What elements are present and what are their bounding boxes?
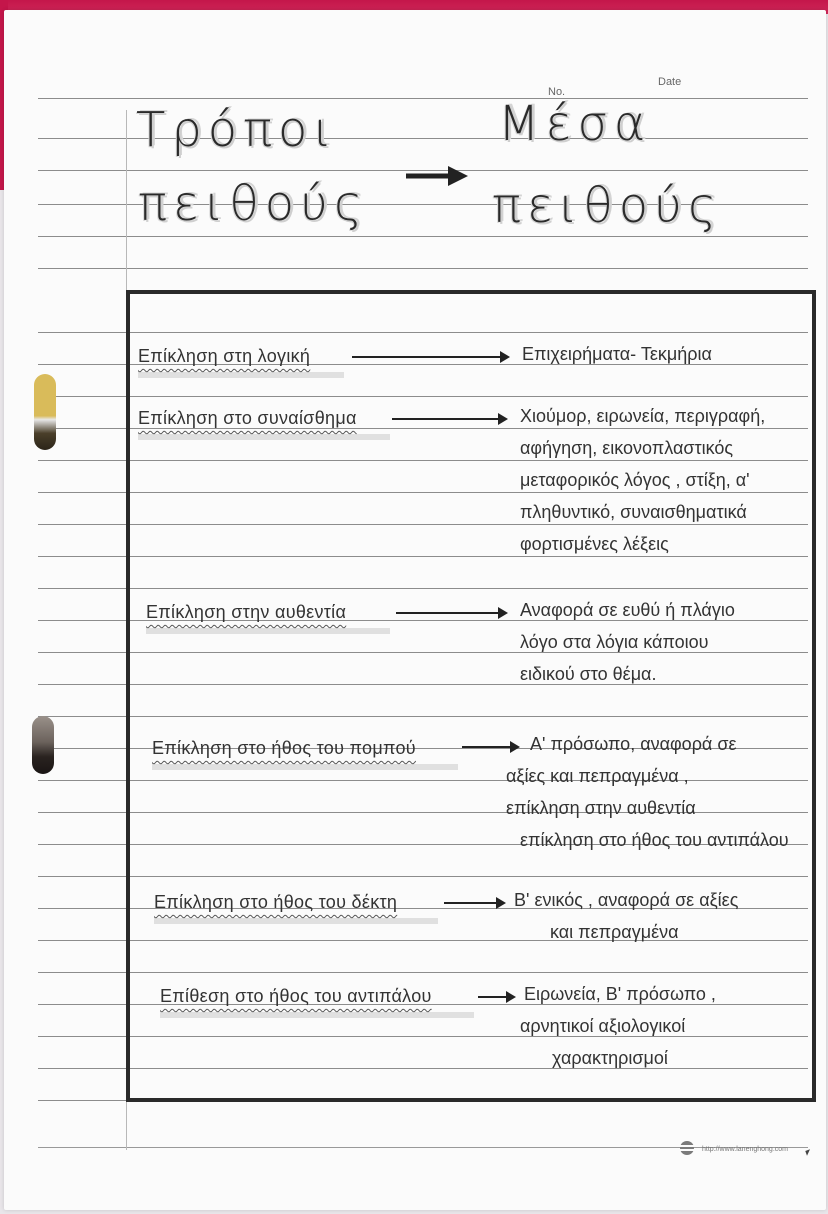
entry-means-line: φορτισμένες λέξεις [520, 534, 669, 554]
title-left-line1: Τρόποι [136, 102, 339, 158]
globe-icon [680, 1141, 694, 1155]
binder-ring-hole [34, 374, 56, 450]
entry-term: Επίκληση στο συναίσθημα [138, 408, 357, 428]
entry-means-line: επίκληση στο ήθος του αντιπάλου [520, 830, 789, 850]
entry-means-line: Β' ενικός , αναφορά σε αξίες [514, 890, 739, 910]
title-right-line1: Μέσα [498, 96, 652, 152]
entry-term: Επίκληση στο ήθος του δέκτη [154, 892, 398, 912]
entry-means-line: μεταφορικός λόγος , στίξη, α' [520, 470, 750, 490]
highlight [138, 434, 390, 440]
entry-means-line: λόγο στα λόγια κάποιου [520, 632, 709, 652]
entry-term: Επίκληση στην αυθεντία [146, 602, 347, 622]
entry-means-line: Αναφορά σε ευθύ ή πλάγιο [520, 600, 735, 620]
ruled-line [38, 98, 808, 99]
entry-means-line: Επιχειρήματα- Τεκμήρια [522, 344, 712, 364]
connector-arrow-icon [478, 996, 512, 998]
title-right-line2: πειθούς [492, 178, 723, 234]
number-label: No. [548, 86, 566, 98]
footer-url: http://www.lanenghong.com [702, 1146, 788, 1153]
highlight [138, 372, 344, 378]
entry-means-line: και πεπραγμένα [550, 922, 679, 942]
entry-means-line: αρνητικοί αξιολογικοί [520, 1016, 686, 1036]
connector-arrow-icon [462, 746, 516, 748]
ruled-line [38, 268, 808, 269]
date-label: Date [658, 76, 682, 88]
entry-term: Επίθεση στο ήθος του αντιπάλου [160, 986, 432, 1006]
connector-arrow-icon [392, 418, 504, 420]
entry-means-line: αξίες και πεπραγμένα , [506, 766, 689, 786]
entry-means-line: αφήγηση, εικονοπλαστικός [520, 438, 734, 458]
entry-means-line: Α' πρόσωπο, αναφορά σε [530, 734, 737, 754]
binder-ring-hole [32, 716, 54, 774]
right-arrow-icon [404, 166, 468, 186]
entry-term: Επίκληση στη λογική [138, 346, 311, 366]
entry-means-line: ειδικού στο θέμα. [520, 664, 657, 684]
connector-arrow-icon [444, 902, 502, 904]
entry-term: Επίκληση στο ήθος του πομπού [152, 738, 416, 758]
highlight [160, 1012, 474, 1018]
highlight [146, 628, 390, 634]
highlight [152, 764, 458, 770]
entry-means-line: χαρακτηρισμοί [552, 1048, 668, 1068]
title-left-line2: πειθούς [138, 176, 369, 232]
entry-means-line: επίκληση στην αυθεντία [506, 798, 696, 818]
highlight [154, 918, 438, 924]
connector-arrow-icon [396, 612, 504, 614]
entry-means-line: πληθυντικό, συναισθηματικά [520, 502, 747, 522]
entry-means-line: Χιούμορ, ειρωνεία, περιγραφή, [520, 406, 766, 426]
ruled-line [38, 236, 808, 237]
connector-arrow-icon [352, 356, 506, 358]
entry-means-line: Ειρωνεία, Β' πρόσωπο , [524, 984, 716, 1004]
